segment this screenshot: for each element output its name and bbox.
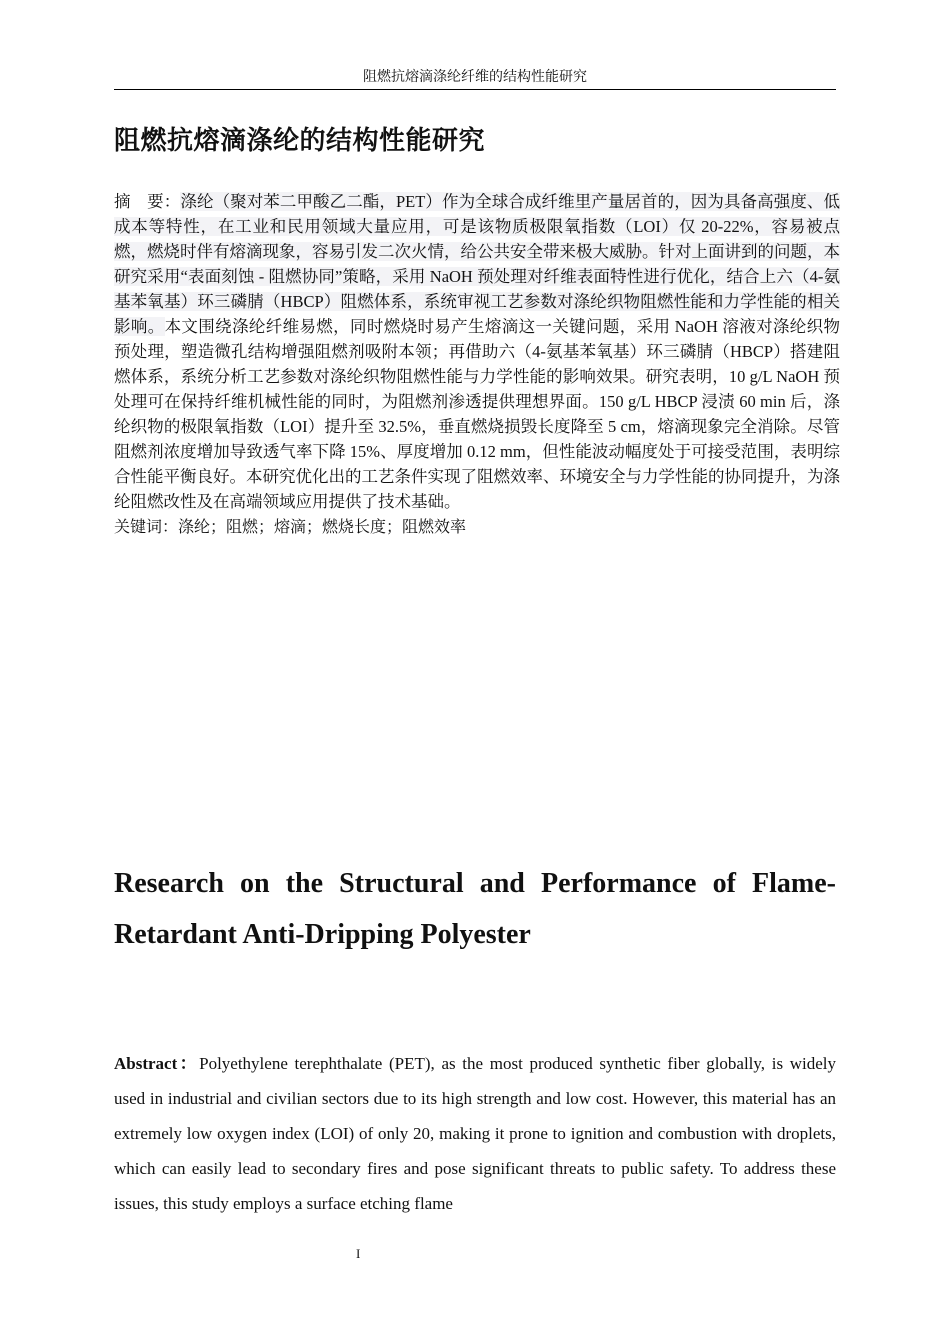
chinese-abstract-text: 本文围绕涤纶纤维易燃，同时燃烧时易产生熔滴这一关键问题，采用 NaOH 溶液对涤纶织物预处理，塑造微孔结构增强阻燃剂吸附本领；再借助六（4-氨基苯氧基）环三磷腈（HBCP）搭建阻燃体系，系统分析工艺参数对涤纶织物阻燃性能与力学性能的影响效果。研究表明，10 g/L NaOH 预处理可在保持纤维机械性能的同时，为阻燃剂渗透提供理想界面。150 g/L HBCP 浸渍 60 min 后，涤纶织物的极限氧指数（LOI）提升至 32.5%，垂直燃烧损毁长度降至 5 cm，熔滴现象完全消除。尽管阻燃剂浓度增加导致透气率下降 15%、厚度增加 0.12 mm，但性能波动幅度处于可接受范围，表明综合性能平衡良好。本研究优化出的工艺条件实现了阻燃效率、环境安全与力学性能的协同提升，为涤纶阻燃改性及在高端领域应用提供了技术基础。 <box>114 317 840 511</box>
page-number: I <box>356 1246 361 1261</box>
chinese-keywords-text: 涤纶；阻燃；熔滴；燃烧长度；阻燃效率 <box>178 519 467 536</box>
chinese-abstract-body <box>114 189 840 514</box>
chinese-keywords <box>114 514 840 540</box>
english-abstract-label: Abstract： <box>114 1054 200 1073</box>
chinese-abstract-highlighted-text: 涤纶（聚对苯二甲酸乙二酯，PET）作为全球合成纤维里产量居首的，因为具备高强度、低成本等特性，在工业和民用领域大量应用，可是该物质极限氧指数（LOI）仅 20-22%，容易被点燃，燃烧时伴有熔滴现象，容易引发二次火情，给公共安全带来极大威胁。针对上面讲到的问题，本研究采用“表面刻蚀 - 阻燃协同”策略，采用 NaOH 预处理对纤维表面特性进行优化，结合上六（4-氨基苯氧基）环三磷腈（HBCP）阻燃体系，系统审视工艺参数对涤纶织物阻燃性能和力学性能的相关影响。 <box>114 192 841 336</box>
chinese-abstract-label: 摘 要： <box>114 192 181 211</box>
chinese-keywords-label: 关键词： <box>114 517 179 536</box>
chinese-abstract <box>114 189 840 540</box>
running-header <box>114 68 836 90</box>
running-title: 阻燃抗熔滴涤纶纤维的结构性能研究 <box>363 70 587 85</box>
english-abstract <box>114 1046 836 1221</box>
chinese-title: 阻燃抗熔滴涤纶的结构性能研究 <box>114 126 486 156</box>
english-abstract-text: Polyethylene terephthalate (PET), as the most produced synthetic fiber globally, is widely used in industrial and civilian sectors due to its high strength and low cost. However, this material has an extremely low oxygen index (LOI) of only 20, making it prone to ignition and combustion with droplets, which can easily lead to secondary fires and pose significant threats to public safety. To address these issues, this study employs a surface etching flame <box>114 1054 837 1213</box>
english-title: Research on the Structural and Performance of Flame-Retardant Anti-Dripping Polyester <box>114 868 836 950</box>
